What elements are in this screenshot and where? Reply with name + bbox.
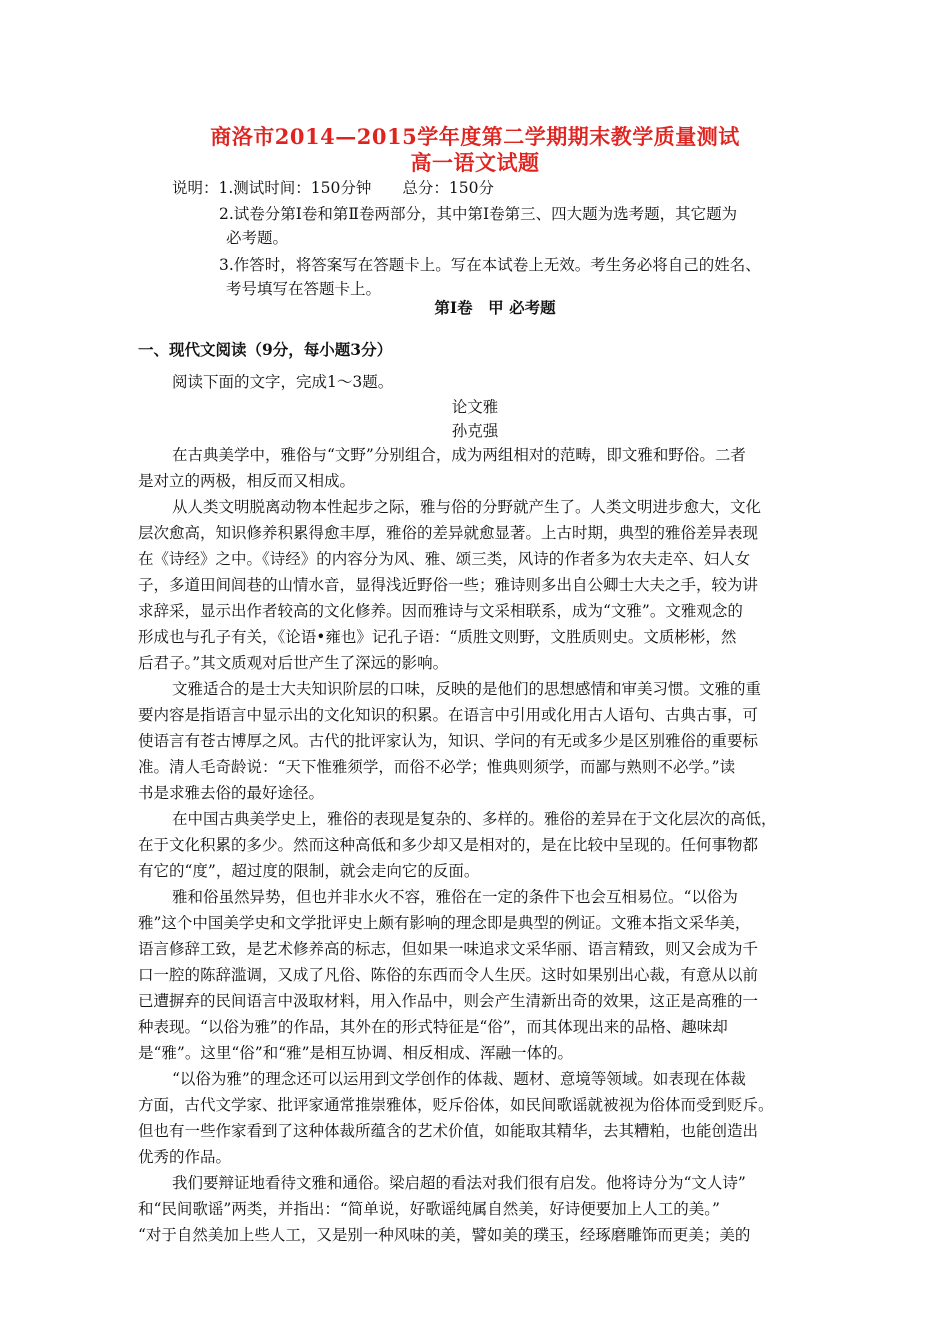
paragraph-line: 在于文化积累的多少。然而这种高低和多少却又是相对的，是在比较中呈现的。任何事物都	[138, 836, 759, 854]
paragraph-line: 从人类文明脱离动物本性起步之际，雅与俗的分野就产生了。人类文明进步愈大，文化	[172, 498, 762, 516]
instructions-line-3: 3.作答时，将答案写在答题卡上。写在本试卷上无效。考生务必将自己的姓名、	[219, 256, 761, 274]
paragraph-line: 后君子。”其文质观对后世产生了深远的影响。	[138, 654, 449, 672]
paragraph-line: 有它的“度”，超过度的限制，就会走向它的反面。	[138, 862, 480, 880]
instructions-line-2-cont: 必考题。	[226, 229, 289, 247]
paragraph-line: 在古典美学中，雅俗与“文野”分别组合，成为两组相对的范畴，即文雅和野俗。二者	[172, 446, 746, 464]
paragraph-line: 雅和俗虽然异势，但也并非水火不容，雅俗在一定的条件下也会互相易位。“以俗为	[172, 888, 738, 906]
paragraph-line: 在《诗经》之中。《诗经》的内容分为风、雅、颂三类，风诗的作者多为农夫走卒、妇人女	[138, 550, 751, 568]
paragraph-line: 我们要辩证地看待文雅和通俗。梁启超的看法对我们很有启发。他将诗分为“文人诗”	[172, 1174, 746, 1192]
essay-paragraph	[138, 1170, 818, 1248]
paragraph-line: 种表现。“以俗为雅”的作品，其外在的形式特征是“俗”，而其体现出来的品格、趣味却	[138, 1018, 728, 1036]
paragraph-line: 已遭摒弃的民间语言中汲取材料，用入作品中，则会产生清新出奇的效果，这正是高雅的一	[138, 992, 759, 1010]
essay-paragraph	[138, 1066, 818, 1170]
paragraph-line: 是对立的两极，相反而又相成。	[138, 472, 356, 490]
paragraph-line: 准。清人毛奇龄说：“天下惟雅须学，而俗不必学；惟典则须学，而鄙与熟则不必学。”读	[138, 758, 736, 776]
paragraph-line: 求辞采，显示出作者较高的文化修养。因而雅诗与文采相联系，成为“文雅”。文雅观念的	[138, 602, 743, 620]
instructions-line-2: 2.试卷分第Ⅰ卷和第Ⅱ卷两部分，其中第Ⅰ卷第三、四大题为选考题，其它题为	[219, 205, 738, 223]
paragraph-line: 语言修辞工致，是艺术修养高的标志，但如果一味追求文采华丽、语言精致，则又会成为千	[138, 940, 759, 958]
paragraph-line: 使语言有苍古博厚之风。古代的批评家认为，知识、学问的有无或多少是区别雅俗的重要标	[138, 732, 759, 750]
instructions-line-3-cont: 考号填写在答题卡上。	[226, 280, 382, 298]
paragraph-line: 层次愈高，知识修养积累得愈丰厚，雅俗的差异就愈显著。上古时期，典型的雅俗差异表现	[138, 524, 759, 542]
paragraph-line: 口一腔的陈辞滥调，又成了凡俗、陈俗的东西而令人生厌。这时如果别出心裁，有意从以前	[138, 966, 759, 984]
essay-title: 论文雅	[451, 398, 499, 416]
paragraph-line: 文雅适合的是士大夫知识阶层的口味，反映的是他们的思想感情和审美习惯。文雅的重	[172, 680, 762, 698]
paragraph-line: 和“民间歌谣”两类，并指出：“简单说，好歌谣纯属自然美，好诗便要加上人工的美。”	[138, 1200, 720, 1218]
paragraph-line: 子，多道田间闾巷的山情水音，显得浅近野俗一些；雅诗则多出自公卿士大夫之手，较为讲	[138, 576, 759, 594]
paragraph-line: 雅”这个中国美学史和文学批评史上颇有影响的理念即是典型的例证。文雅本指文采华美，	[138, 914, 751, 932]
part-heading: 第Ⅰ卷 甲 必考题	[434, 298, 556, 317]
paragraph-line: 方面，古代文学家、批评家通常推崇雅体，贬斥俗体，如民间歌谣就被视为俗体而受到贬斥。	[138, 1096, 774, 1114]
exam-subtitle: 高一语文试题	[410, 150, 540, 175]
paragraph-line: 但也有一些作家看到了这种体裁所蕴含的艺术价值，如能取其精华，去其糟粕，也能创造出	[138, 1122, 759, 1140]
exam-title: 商洛市2014—2015学年度第二学期期末教学质量测试	[210, 124, 740, 149]
paragraph-line: 在中国古典美学史上，雅俗的表现是复杂的、多样的。雅俗的差异在于文化层次的高低，	[172, 810, 777, 828]
essay-author: 孙克强	[451, 422, 499, 440]
paragraph-line: 形成也与孔子有关，《论语•雍也》记孔子语：“质胜文则野，文胜质则史。文质彬彬，然	[138, 628, 737, 646]
essay-paragraph	[138, 884, 818, 1066]
paragraph-line: “以俗为雅”的理念还可以运用到文学创作的体裁、题材、意境等领域。如表现在体裁	[172, 1070, 746, 1088]
essay-body	[138, 442, 818, 1248]
essay-paragraph	[138, 676, 818, 806]
paragraph-line: 优秀的作品。	[138, 1148, 232, 1166]
essay-paragraph	[138, 442, 818, 494]
section-heading: 一、现代文阅读（9分，每小题3分）	[138, 340, 393, 359]
paragraph-line: “对于自然美加上些人工，又是别一种风味的美，譬如美的璞玉，经琢磨雕饰而更美；美的	[138, 1226, 751, 1244]
paragraph-line: 要内容是指语言中显示出的文化知识的积累。在语言中引用或化用古人语句、古典古事，可	[138, 706, 759, 724]
instructions-line-1: 说明：1.测试时间：150分钟 总分：150分	[172, 179, 494, 197]
essay-paragraph	[138, 806, 818, 884]
paragraph-line: 书是求雅去俗的最好途径。	[138, 784, 325, 802]
reading-instruction: 阅读下面的文字，完成1～3题。	[172, 373, 394, 391]
essay-paragraph	[138, 494, 818, 676]
paragraph-line: 是“雅”。这里“俗”和“雅”是相互协调、相反相成、浑融一体的。	[138, 1044, 574, 1062]
